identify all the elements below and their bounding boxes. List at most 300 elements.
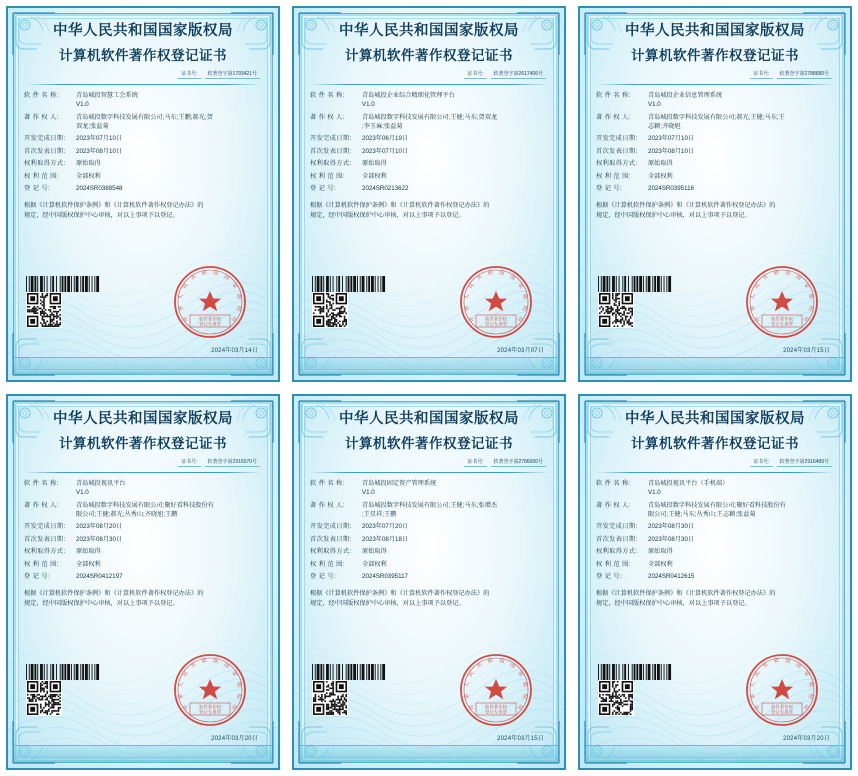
field-value-line: 青岛城投企业信息管理系统 xyxy=(648,92,723,100)
qr-code-icon xyxy=(26,680,62,716)
qr-code-icon xyxy=(598,680,634,716)
svg-text:局: 局 xyxy=(515,314,524,323)
field-value-rights_acquire: 原始取得 xyxy=(648,160,673,168)
field-label-rights_acquire: 权利取得方式: xyxy=(310,160,352,168)
field-value-author xyxy=(76,114,262,132)
field-value-software_name xyxy=(76,92,262,110)
certificate-footer xyxy=(294,660,564,768)
svg-text:和: 和 xyxy=(773,658,780,666)
barcode xyxy=(598,276,672,292)
field-label-reg_no: 登 记 号: xyxy=(596,573,623,580)
field-value-rights_acquire: 原始取得 xyxy=(76,160,101,168)
field-value-dev_complete: 2023年07月10日 xyxy=(648,135,695,143)
field-value-reg_no: 2024SR0389548 xyxy=(76,185,123,192)
svg-text:软件著作权: 软件著作权 xyxy=(199,704,221,710)
field-value-line: V1.0 xyxy=(648,489,661,497)
certificate-number-value: 软著登字第2786000号 xyxy=(491,458,546,467)
field-value-line: 双龙;张益菊 xyxy=(76,122,109,130)
certificate-body xyxy=(292,6,566,382)
svg-text:家: 家 xyxy=(230,282,239,290)
field-value-rights_scope: 全部权利 xyxy=(362,560,387,568)
legal-statement xyxy=(310,201,548,220)
field-value-first_publish: 2023年08月30日 xyxy=(76,535,123,543)
svg-text:局: 局 xyxy=(229,314,238,323)
field-value-line: 青岛城投数字科技发展有限公司;王健;马东;贺双龙 xyxy=(362,113,498,121)
field-label-dev_complete: 开发完成日期: xyxy=(310,523,352,531)
field-value-line: 青岛城投数字科技发展有限公司;聚好看科技股份有 xyxy=(648,501,786,509)
svg-text:中: 中 xyxy=(182,314,191,323)
field-value-rights_scope: 全部权利 xyxy=(362,172,387,180)
svg-text:软件著作权: 软件著作权 xyxy=(485,704,507,710)
field-label-reg_no: 登 记 号: xyxy=(24,185,51,192)
field-dev_complete xyxy=(596,135,834,144)
field-reg_no xyxy=(24,185,262,194)
field-label-rights_scope: 权 利 范 围: xyxy=(24,172,59,180)
certificate-card xyxy=(0,0,286,388)
issue-date: 2024年03月15日 xyxy=(497,736,544,742)
field-value-line: 志颖;齐晓旭 xyxy=(648,122,681,130)
certificate-number-row xyxy=(24,70,262,79)
field-rights_scope xyxy=(24,173,262,182)
svg-text:和: 和 xyxy=(773,270,780,278)
issuer-title: 中华人民共和国国家版权局 xyxy=(339,23,519,39)
legal-line-2: 规定，经中国版权保护中心审核，对以上事项予以登记。 xyxy=(24,599,179,607)
svg-text:权: 权 xyxy=(520,692,528,700)
issue-date: 2024年03月14日 xyxy=(211,348,258,354)
svg-text:和: 和 xyxy=(201,270,208,278)
legal-line-2: 规定，经中国版权保护中心审核，对以上事项予以登记。 xyxy=(24,211,179,219)
svg-text:民: 民 xyxy=(467,670,476,678)
barcode xyxy=(312,276,386,292)
svg-text:共: 共 xyxy=(475,274,484,282)
document-title: 计算机软件著作权登记证书 xyxy=(345,48,513,64)
certificate-body xyxy=(578,394,852,770)
field-label-author: 著 作 权 人: xyxy=(310,113,345,121)
legal-line-1: 根据《计算机软件保护条例》和《计算机软件著作权登记办法》的 xyxy=(24,201,204,209)
field-label-software_name: 软 件 名 称: xyxy=(310,480,345,488)
field-label-first_publish: 首次发表日期: xyxy=(596,147,638,155)
field-author xyxy=(310,502,548,520)
certificate-number-value: 软著登字第2617406号 xyxy=(491,70,546,79)
field-label-dev_complete: 开发完成日期: xyxy=(596,135,638,143)
certificate-number-label: 证书号: xyxy=(464,70,486,79)
field-value-dev_complete: 2023年08月30日 xyxy=(648,523,695,531)
svg-text:国: 国 xyxy=(794,662,803,670)
certificate-card xyxy=(0,388,286,776)
field-label-rights_scope: 权 利 范 围: xyxy=(24,560,59,568)
svg-text:权: 权 xyxy=(234,304,242,312)
field-value-software_name xyxy=(362,480,548,498)
svg-text:权: 权 xyxy=(806,692,814,700)
field-label-rights_acquire: 权利取得方式: xyxy=(596,548,638,556)
certificate-body xyxy=(292,394,566,770)
field-reg_no xyxy=(24,573,262,582)
legal-line-2: 规定，经中国版权保护中心审核，对以上事项予以登记。 xyxy=(310,599,465,607)
field-value-line: 青岛城投智慧工会系统 xyxy=(76,92,138,100)
field-value-line: 青岛城投固定资产管理系统 xyxy=(362,480,437,488)
field-label-author: 著 作 权 人: xyxy=(310,501,345,509)
legal-line-1: 根据《计算机软件保护条例》和《计算机软件著作权登记办法》的 xyxy=(596,589,776,597)
field-value-line: V1.0 xyxy=(76,101,89,109)
qr-code-icon xyxy=(26,292,62,328)
field-label-rights_acquire: 权利取得方式: xyxy=(24,548,66,556)
field-label-rights_scope: 权 利 范 围: xyxy=(596,560,631,568)
svg-text:软件著作权: 软件著作权 xyxy=(771,704,793,710)
certificate-number-row xyxy=(596,458,834,467)
svg-text:民: 民 xyxy=(467,282,476,290)
field-label-rights_acquire: 权利取得方式: xyxy=(596,160,638,168)
svg-text:华: 华 xyxy=(178,692,186,700)
divider xyxy=(596,472,834,473)
svg-text:软件著作权: 软件著作权 xyxy=(485,316,507,322)
field-software_name xyxy=(310,92,548,110)
field-software_name xyxy=(310,480,548,498)
field-value-reg_no: 2024SR0412197 xyxy=(76,573,123,580)
field-value-author xyxy=(76,502,262,520)
svg-text:民: 民 xyxy=(753,670,762,678)
field-value-rights_acquire: 原始取得 xyxy=(76,548,101,556)
field-author xyxy=(24,502,262,520)
certificate-number-label: 证书号: xyxy=(750,70,772,79)
legal-statement xyxy=(596,201,834,220)
document-title: 计算机软件著作权登记证书 xyxy=(345,436,513,452)
svg-text:中: 中 xyxy=(754,314,763,323)
svg-text:华: 华 xyxy=(464,692,472,700)
svg-text:中: 中 xyxy=(754,702,763,711)
field-rights_scope xyxy=(310,173,548,182)
field-dev_complete xyxy=(24,135,262,144)
field-author xyxy=(310,114,548,132)
svg-text:民: 民 xyxy=(753,282,762,290)
svg-text:国: 国 xyxy=(212,270,219,278)
issue-date: 2024年03月20日 xyxy=(211,736,258,742)
field-first_publish xyxy=(24,148,262,157)
divider xyxy=(24,84,262,85)
svg-text:软件著作权: 软件著作权 xyxy=(771,316,793,322)
field-value-line: 限公司;王健;郝光;丛秀山;齐晓旭;王鹏 xyxy=(76,510,178,518)
field-label-first_publish: 首次发表日期: xyxy=(310,147,352,155)
barcode xyxy=(598,664,672,680)
svg-text:登记专用章: 登记专用章 xyxy=(199,321,221,327)
field-label-first_publish: 首次发表日期: xyxy=(310,535,352,543)
legal-line-2: 规定，经中国版权保护中心审核，对以上事项予以登记。 xyxy=(310,211,465,219)
svg-text:人: 人 xyxy=(464,293,471,300)
divider xyxy=(310,472,548,473)
field-value-first_publish: 2023年08月18日 xyxy=(362,535,409,543)
field-value-dev_complete: 2023年07月10日 xyxy=(76,135,123,143)
svg-text:人: 人 xyxy=(178,681,185,688)
svg-text:权: 权 xyxy=(806,304,814,312)
field-value-rights_acquire: 原始取得 xyxy=(362,548,387,556)
svg-text:版: 版 xyxy=(521,681,528,688)
svg-text:共: 共 xyxy=(189,274,198,282)
certificate-body xyxy=(578,6,852,382)
issue-date: 2024年03月07日 xyxy=(497,348,544,354)
field-value-dev_complete: 2023年07月20日 xyxy=(362,523,409,531)
field-value-dev_complete: 2023年06月19日 xyxy=(362,135,409,143)
field-rights_scope xyxy=(24,561,262,570)
svg-text:国: 国 xyxy=(498,270,505,278)
svg-text:中: 中 xyxy=(182,702,191,711)
field-value-rights_acquire: 原始取得 xyxy=(362,160,387,168)
svg-text:权: 权 xyxy=(234,692,242,700)
field-rights_acquire xyxy=(310,548,548,557)
field-reg_no xyxy=(596,573,834,582)
certificate-number-row xyxy=(310,70,548,79)
svg-text:局: 局 xyxy=(515,702,524,711)
svg-text:家: 家 xyxy=(516,670,525,678)
field-value-rights_scope: 全部权利 xyxy=(648,560,673,568)
field-value-line: V1.0 xyxy=(648,101,661,109)
svg-text:家: 家 xyxy=(230,670,239,678)
field-dev_complete xyxy=(310,135,548,144)
field-value-reg_no: 2024SR0395116 xyxy=(648,185,694,192)
svg-text:版: 版 xyxy=(235,293,242,300)
field-label-author: 著 作 权 人: xyxy=(596,501,631,509)
certificate-card xyxy=(572,0,858,388)
barcode xyxy=(26,276,100,292)
field-label-software_name: 软 件 名 称: xyxy=(596,92,631,100)
document-title: 计算机软件著作权登记证书 xyxy=(59,48,227,64)
official-seal-icon xyxy=(458,652,534,728)
certificate-footer xyxy=(8,660,278,768)
field-first_publish xyxy=(24,536,262,545)
field-list xyxy=(596,480,834,582)
field-software_name xyxy=(596,92,834,110)
field-value-line: 青岛城投数字科技发展有限公司;郝光;王健;马东;王 xyxy=(648,113,785,121)
field-rights_scope xyxy=(596,173,834,182)
legal-line-1: 根据《计算机软件保护条例》和《计算机软件著作权登记办法》的 xyxy=(310,201,490,209)
field-label-rights_scope: 权 利 范 围: xyxy=(310,560,345,568)
field-value-dev_complete: 2023年08月20日 xyxy=(76,523,123,531)
svg-text:国: 国 xyxy=(508,274,517,282)
field-label-author: 著 作 权 人: xyxy=(24,501,59,509)
svg-text:国: 国 xyxy=(794,274,803,282)
field-value-reg_no: 2024SR0412615 xyxy=(648,573,695,580)
field-reg_no xyxy=(310,573,548,582)
certificate-footer xyxy=(8,272,278,380)
field-value-line: 青岛城投数字科技发展有限公司;王健;马东;张增杰 xyxy=(362,501,498,509)
field-list xyxy=(310,480,548,582)
svg-text:民: 民 xyxy=(181,282,190,290)
certificate-number-label: 证书号: xyxy=(178,458,200,467)
certificate-number-row xyxy=(24,458,262,467)
certificate-number-value: 软著登字第1793421号 xyxy=(205,70,260,79)
field-value-line: 青岛城投企业综合精细化管理平台 xyxy=(362,92,455,100)
svg-text:家: 家 xyxy=(802,670,811,678)
field-label-software_name: 软 件 名 称: xyxy=(310,92,345,100)
field-software_name xyxy=(24,92,262,110)
legal-line-1: 根据《计算机软件保护条例》和《计算机软件著作权登记办法》的 xyxy=(310,589,490,597)
field-value-line: ;李玉麻;张益菊 xyxy=(362,122,403,130)
field-label-author: 著 作 权 人: xyxy=(24,113,59,121)
certificate-footer xyxy=(580,660,850,768)
document-title: 计算机软件著作权登记证书 xyxy=(59,436,227,452)
field-dev_complete xyxy=(596,523,834,532)
svg-text:家: 家 xyxy=(516,282,525,290)
certificate-number-row xyxy=(596,70,834,79)
certificate-footer xyxy=(294,272,564,380)
field-label-software_name: 软 件 名 称: xyxy=(596,480,631,488)
field-rights_acquire xyxy=(596,548,834,557)
legal-line-2: 规定，经中国版权保护中心审核，对以上事项予以登记。 xyxy=(596,599,751,607)
svg-text:共: 共 xyxy=(475,662,484,670)
field-label-dev_complete: 开发完成日期: xyxy=(596,523,638,531)
certificate-footer xyxy=(580,272,850,380)
document-title: 计算机软件著作权登记证书 xyxy=(631,436,799,452)
svg-text:国: 国 xyxy=(212,658,219,666)
certificate-number-label: 证书号: xyxy=(750,458,772,467)
certificate-number-value: 软著登字第2788680号 xyxy=(777,70,832,79)
field-value-line: 青岛城投视讯平台（手机端） xyxy=(648,480,729,488)
svg-text:国: 国 xyxy=(508,662,517,670)
svg-text:国: 国 xyxy=(784,270,791,278)
svg-text:登记专用章: 登记专用章 xyxy=(485,709,507,715)
qr-code-icon xyxy=(312,680,348,716)
issue-date: 2024年03月15日 xyxy=(783,348,830,354)
field-label-first_publish: 首次发表日期: xyxy=(24,535,66,543)
field-value-rights_scope: 全部权利 xyxy=(76,560,101,568)
field-reg_no xyxy=(596,185,834,194)
barcode xyxy=(26,664,100,680)
field-label-first_publish: 首次发表日期: xyxy=(24,147,66,155)
field-value-rights_acquire: 原始取得 xyxy=(648,548,673,556)
svg-text:华: 华 xyxy=(178,304,186,312)
field-value-line: 青岛城投数字科技发展有限公司;聚好看科技股份有 xyxy=(76,501,214,509)
field-value-rights_scope: 全部权利 xyxy=(648,172,673,180)
svg-text:华: 华 xyxy=(464,304,472,312)
field-label-rights_scope: 权 利 范 围: xyxy=(596,172,631,180)
field-author xyxy=(24,114,262,132)
field-label-rights_acquire: 权利取得方式: xyxy=(310,548,352,556)
legal-line-1: 根据《计算机软件保护条例》和《计算机软件著作权登记办法》的 xyxy=(596,201,776,209)
document-title: 计算机软件著作权登记证书 xyxy=(631,48,799,64)
field-rights_acquire xyxy=(310,160,548,169)
field-label-author: 著 作 权 人: xyxy=(596,113,631,121)
certificate-number-value: 软著登字第2916070号 xyxy=(205,458,260,467)
svg-text:中: 中 xyxy=(468,314,477,323)
svg-text:登记专用章: 登记专用章 xyxy=(485,321,507,327)
field-label-software_name: 软 件 名 称: xyxy=(24,480,59,488)
field-value-line: V1.0 xyxy=(362,101,375,109)
field-value-author xyxy=(362,114,548,132)
field-label-reg_no: 登 记 号: xyxy=(310,573,337,580)
legal-line-2: 规定，经中国版权保护中心审核，对以上事项予以登记。 xyxy=(596,211,751,219)
svg-text:人: 人 xyxy=(178,293,185,300)
field-label-first_publish: 首次发表日期: xyxy=(596,535,638,543)
field-label-reg_no: 登 记 号: xyxy=(596,185,623,192)
field-value-software_name xyxy=(648,92,834,110)
svg-text:登记专用章: 登记专用章 xyxy=(771,321,793,327)
field-label-dev_complete: 开发完成日期: xyxy=(24,135,66,143)
field-value-line: V1.0 xyxy=(362,489,375,497)
field-list xyxy=(24,92,262,194)
certificate-body xyxy=(6,6,280,382)
svg-text:共: 共 xyxy=(761,662,770,670)
svg-text:版: 版 xyxy=(807,293,814,300)
legal-statement xyxy=(24,201,262,220)
field-rights_acquire xyxy=(596,160,834,169)
field-software_name xyxy=(24,480,262,498)
field-label-reg_no: 登 记 号: xyxy=(310,185,337,192)
certificate-body xyxy=(6,394,280,770)
field-list xyxy=(310,92,548,194)
svg-text:华: 华 xyxy=(750,304,758,312)
svg-text:民: 民 xyxy=(181,670,190,678)
field-value-software_name xyxy=(362,92,548,110)
svg-text:共: 共 xyxy=(189,662,198,670)
svg-text:局: 局 xyxy=(229,702,238,711)
field-label-rights_acquire: 权利取得方式: xyxy=(24,160,66,168)
issuer-title: 中华人民共和国国家版权局 xyxy=(53,411,233,427)
field-reg_no xyxy=(310,185,548,194)
issuer-title: 中华人民共和国国家版权局 xyxy=(53,23,233,39)
svg-text:版: 版 xyxy=(807,681,814,688)
field-value-software_name xyxy=(76,480,262,498)
svg-text:国: 国 xyxy=(498,658,505,666)
svg-text:中: 中 xyxy=(468,702,477,711)
certificate-number-label: 证书号: xyxy=(464,458,486,467)
official-seal-icon xyxy=(172,652,248,728)
field-dev_complete xyxy=(310,523,548,532)
certificate-card xyxy=(286,388,572,776)
svg-text:局: 局 xyxy=(801,702,810,711)
field-first_publish xyxy=(310,536,548,545)
official-seal-icon xyxy=(744,264,820,340)
field-value-rights_scope: 全部权利 xyxy=(76,172,101,180)
svg-text:和: 和 xyxy=(487,658,494,666)
field-list xyxy=(24,480,262,582)
certificate-card xyxy=(572,388,858,776)
legal-line-1: 根据《计算机软件保护条例》和《计算机软件著作权登记办法》的 xyxy=(24,589,204,597)
field-rights_acquire xyxy=(24,548,262,557)
svg-text:和: 和 xyxy=(201,658,208,666)
legal-statement xyxy=(24,589,262,608)
field-value-reg_no: 2024SR0213622 xyxy=(362,185,409,192)
field-value-line: 限公司;王健;马东;丛秀山;王志颖;张益菊 xyxy=(648,510,756,518)
qr-code-icon xyxy=(598,292,634,328)
field-value-first_publish: 2023年08月10日 xyxy=(648,147,695,155)
official-seal-icon xyxy=(744,652,820,728)
field-value-line: 青岛城投视讯平台 xyxy=(76,480,126,488)
field-value-reg_no: 2024SR0395117 xyxy=(362,573,408,580)
svg-text:人: 人 xyxy=(750,293,757,300)
field-author xyxy=(596,502,834,520)
official-seal-icon xyxy=(172,264,248,340)
field-software_name xyxy=(596,480,834,498)
svg-text:国: 国 xyxy=(222,274,231,282)
field-first_publish xyxy=(596,536,834,545)
svg-text:国: 国 xyxy=(222,662,231,670)
divider xyxy=(310,84,548,85)
svg-text:软件著作权: 软件著作权 xyxy=(199,316,221,322)
field-list xyxy=(596,92,834,194)
field-rights_scope xyxy=(596,561,834,570)
official-seal-icon xyxy=(458,264,534,340)
legal-statement xyxy=(310,589,548,608)
svg-text:权: 权 xyxy=(520,304,528,312)
field-label-reg_no: 登 记 号: xyxy=(24,573,51,580)
divider xyxy=(596,84,834,85)
svg-text:局: 局 xyxy=(801,314,810,323)
svg-text:人: 人 xyxy=(750,681,757,688)
certificate-number-label: 证书号: xyxy=(178,70,200,79)
divider xyxy=(24,472,262,473)
field-value-author xyxy=(362,502,548,520)
svg-text:登记专用章: 登记专用章 xyxy=(199,709,221,715)
field-value-line: V1.0 xyxy=(76,489,89,497)
field-value-line: ;王星祥;王鹏 xyxy=(362,510,397,518)
